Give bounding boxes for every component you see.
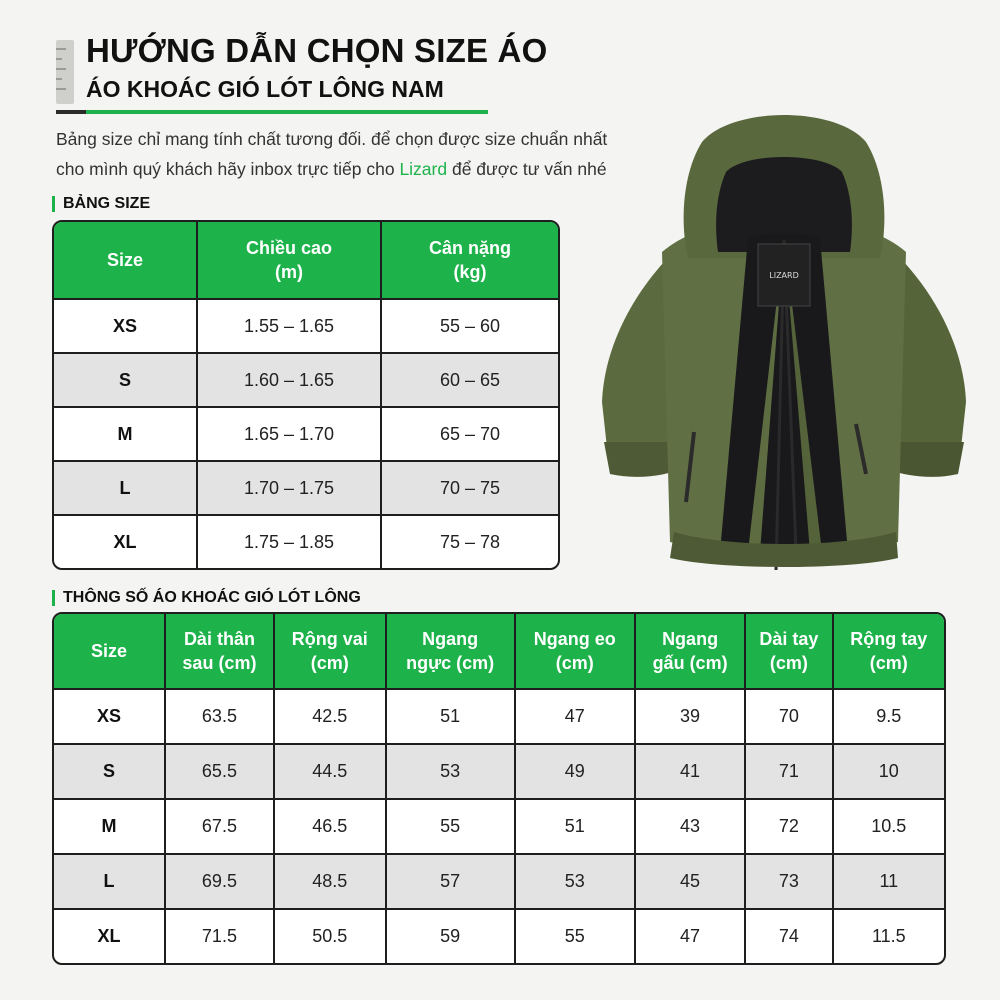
ruler-icon bbox=[56, 40, 74, 104]
table-cell-size: XS bbox=[54, 690, 166, 745]
table-cell: 47 bbox=[636, 910, 746, 963]
table-cell: 46.5 bbox=[275, 800, 387, 855]
table-cell: 73 bbox=[746, 855, 833, 910]
spec-table-header-waist: Ngang eo (cm) bbox=[516, 614, 636, 690]
table-cell: 71.5 bbox=[166, 910, 275, 963]
table-row bbox=[54, 800, 944, 855]
table-cell-size: XL bbox=[54, 516, 198, 568]
spec-table-heading: THÔNG SỐ ÁO KHOÁC GIÓ LÓT LÔNG bbox=[52, 590, 361, 606]
table-cell-weight: 75 – 78 bbox=[439, 531, 501, 552]
table-cell-height: 1.65 – 1.70 bbox=[198, 408, 382, 462]
table-cell-size: S bbox=[54, 745, 166, 800]
intro-line-2-before: cho mình quý khách hãy inbox trực tiếp cho bbox=[56, 159, 400, 179]
table-cell: 39 bbox=[636, 690, 746, 745]
table-cell: 50.5 bbox=[275, 910, 387, 963]
table-cell: 63.5 bbox=[166, 690, 275, 745]
size-table-header-height: Chiều cao (m) bbox=[198, 222, 382, 300]
table-cell-size: M bbox=[54, 408, 198, 462]
table-cell-height: 1.75 – 1.85 bbox=[198, 516, 382, 568]
table-cell-size: XL bbox=[54, 910, 166, 963]
table-cell: 72 bbox=[746, 800, 833, 855]
table-cell-size: M bbox=[54, 800, 166, 855]
spec-table-header-row bbox=[54, 614, 944, 690]
table-row bbox=[54, 910, 944, 963]
table-cell: 53 bbox=[516, 855, 636, 910]
size-table-header-row bbox=[54, 222, 558, 300]
table-cell-height: 1.70 – 1.75 bbox=[198, 462, 382, 516]
brand-name: Lizard bbox=[399, 159, 448, 179]
spec-table-header-shoulder: Rộng vai (cm) bbox=[275, 614, 387, 690]
table-row bbox=[54, 408, 558, 462]
table-row bbox=[54, 300, 558, 354]
table-cell-weight: 65 – 70 bbox=[382, 408, 558, 462]
table-row bbox=[54, 690, 944, 745]
table-cell: 51 bbox=[516, 800, 636, 855]
jacket-label: LIZARD bbox=[769, 271, 799, 280]
table-cell: 69.5 bbox=[166, 855, 275, 910]
spec-table-header-size: Size bbox=[54, 614, 166, 690]
table-cell: 47 bbox=[516, 690, 636, 745]
table-cell: 55 bbox=[387, 800, 516, 855]
table-row bbox=[54, 855, 944, 910]
spec-table-header-sleeve-width: Rộng tay (cm) bbox=[834, 614, 944, 690]
page-subtitle: ÁO KHOÁC GIÓ LÓT LÔNG NAM bbox=[86, 76, 444, 102]
table-cell: 42.5 bbox=[275, 690, 387, 745]
spec-table-header-back-length: Dài thân sau (cm) bbox=[166, 614, 275, 690]
table-cell: 65.5 bbox=[166, 745, 275, 800]
table-cell: 44.5 bbox=[275, 745, 387, 800]
table-cell: 59 bbox=[387, 910, 516, 963]
table-cell-size: XS bbox=[54, 300, 198, 354]
size-table bbox=[52, 220, 560, 570]
table-cell: 10.5 bbox=[834, 800, 944, 855]
table-cell: 55 bbox=[516, 910, 636, 963]
table-cell: 74 bbox=[746, 910, 833, 963]
intro-line-1: Bảng size chỉ mang tính chất tương đối. để chọn được size chuẩn nhất bbox=[56, 129, 608, 149]
table-cell: 45 bbox=[636, 855, 746, 910]
table-cell: 70 bbox=[746, 690, 833, 745]
table-cell: 51 bbox=[387, 690, 516, 745]
table-cell: 41 bbox=[636, 745, 746, 800]
table-cell-size: L bbox=[54, 855, 166, 910]
table-cell: 11 bbox=[834, 855, 944, 910]
spec-table-header-sleeve-length: Dài tay (cm) bbox=[746, 614, 833, 690]
table-cell: 43 bbox=[636, 800, 746, 855]
table-cell: 49 bbox=[516, 745, 636, 800]
table-cell-weight: 70 – 75 bbox=[382, 462, 558, 516]
table-cell-weight: 55 – 60 bbox=[382, 300, 558, 354]
table-row bbox=[54, 516, 558, 568]
table-cell: 11.5 bbox=[871, 926, 906, 946]
table-cell: 10 bbox=[834, 745, 944, 800]
table-row bbox=[54, 462, 558, 516]
table-cell: 48.5 bbox=[275, 855, 387, 910]
table-row bbox=[54, 354, 558, 408]
size-table-header-weight: Cân nặng (kg) bbox=[382, 222, 558, 300]
page-title: HƯỚNG DẪN CHỌN SIZE ÁO bbox=[86, 32, 548, 69]
table-cell-size: S bbox=[54, 354, 198, 408]
size-table-heading: BẢNG SIZE bbox=[52, 196, 150, 212]
table-row bbox=[54, 745, 944, 800]
table-cell: 57 bbox=[387, 855, 516, 910]
intro-line-2-after: để được tư vấn nhé bbox=[447, 159, 607, 179]
table-cell: 9.5 bbox=[834, 690, 944, 745]
table-cell-weight: 60 – 65 bbox=[382, 354, 558, 408]
table-cell-height: 1.60 – 1.65 bbox=[198, 354, 382, 408]
table-cell: 71 bbox=[746, 745, 833, 800]
size-table-header-size: Size bbox=[54, 222, 198, 300]
spec-table bbox=[52, 612, 946, 965]
spec-table-header-hem: Ngang gấu (cm) bbox=[636, 614, 746, 690]
table-cell-height: 1.55 – 1.65 bbox=[198, 300, 382, 354]
spec-table-header-chest: Ngang ngực (cm) bbox=[387, 614, 516, 690]
table-cell-size: L bbox=[54, 462, 198, 516]
jacket-image bbox=[598, 112, 970, 574]
table-cell: 67.5 bbox=[166, 800, 275, 855]
title-underline bbox=[56, 110, 488, 114]
table-cell: 53 bbox=[387, 745, 516, 800]
